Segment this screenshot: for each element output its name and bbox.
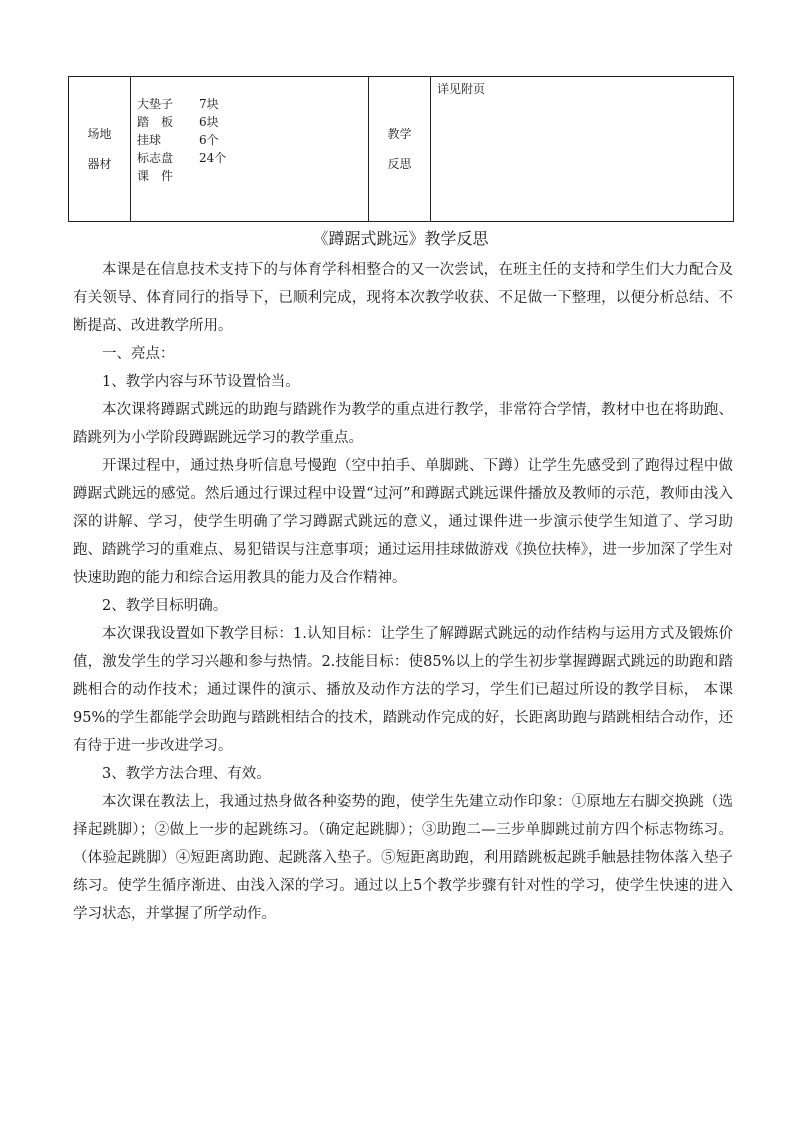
equipment-item [131,113,368,131]
teaching-reflection-label [369,77,431,222]
equipment-item [131,95,368,113]
paragraph-goals: 本次课我设置如下教学目标：1.认知目标：让学生了解蹲踞式跳远的动作结构与运用方式及锻炼价值，激发学生的学习兴趣和参与热情。2.技能目标：使85%以上的学生初步掌握蹲踞式跳远的助跑和踏跳相合的动作技术；通过课件的演示、播放及动作方法的学习，学生们已超过所设的教学目标， 本课95%的学生都能学会助跑与踏跳相结合的技术，踏跳动作完成的好，长距离助跑与踏跳相结合动作，还有待于进一步改进学习。 [73,626,733,754]
subheading-content-setup: 1、教学内容与环节设置恰当。 [102,374,300,390]
subheading-goals: 2、教学目标明确。 [102,598,228,614]
equipment-item-name: 踏 板 [137,115,174,129]
equipment-item [131,131,368,149]
reflection-label-line-2: 反思 [387,157,412,171]
equipment-item-qty: 24个 [199,151,227,165]
venue-label-line-2: 器材 [87,157,112,171]
reflection-note: 详见附页 [431,77,734,222]
equipment-item-qty: 6块 [199,115,219,129]
paragraph-focus: 本次课将蹲踞式跳远的助跑与踏跳作为教学的重点进行教学，非常符合学情，教材中也在将助跑、踏跳列为小学阶段蹲踞跳远学习的教学重点。 [73,402,733,446]
paragraph-methods: 本次课在教法上，我通过热身做各种姿势的跑，使学生先建立动作印象：①原地左右脚交换跳（选择起跳脚）；②做上一步的起跳练习。（确定起跳脚）；③助跑二—三步单脚跳过前方四个标志物练习。（体验起跳脚）④短距离助跑、起跳落入垫子。⑤短距离助跑，利用踏跳板起跳手触悬挂物体落入垫子练习。使学生循序渐进、由浅入深的学习。通过以上5个教学步骤有针对性的学习，使学生快速的进入学习状态，并掌握了所学动作。 [73,794,733,922]
equipment-item-qty: 6个 [199,133,219,147]
equipment-item-name: 标志盘 [137,151,174,165]
reflection-label-line-1: 教学 [387,127,412,141]
venue-label-line-1: 场地 [87,127,112,141]
paragraph-process: 开课过程中，通过热身听信息号慢跑（空中拍手、单脚跳、下蹲）让学生先感受到了跑得过程中做蹲踞式跳远的感觉。然后通过行课过程中设置“过河”和蹲踞式跳远课件播放及教师的示范，教师由浅入深的讲解、学习，使学生明确了学习蹲踞式跳远的意义，通过课件进一步演示使学生知道了、学习助跑、踏跳学习的重难点、易犯错误与注意事项；通过运用挂球做游戏《换位扶棒》，进一步加深了学生对快速助跑的能力和综合运用教具的能力及合作精神。 [73,458,733,586]
equipment-list [131,77,369,222]
info-table [68,76,734,222]
subheading-methods: 3、教学方法合理、有效。 [102,766,271,782]
equipment-item-name: 课 件 [137,169,174,183]
equipment-item [131,149,368,167]
equipment-item-name: 挂球 [137,133,162,147]
venue-equipment-label [69,77,131,222]
equipment-item-qty [199,167,259,185]
equipment-item-qty: 7块 [199,97,219,111]
equipment-item-name: 大垫子 [137,97,174,111]
paragraph-intro: 本课是在信息技术支持下的与体育学科相整合的又一次尝试，在班主任的支持和学生们大力配合及有关领导、体育同行的指导下，已顺利完成，现将本次教学收获、不足做一下整理，以便分析总结、不断提高、改进教学所用。 [73,262,733,334]
document-body [73,256,733,928]
info-table-row [69,77,734,222]
document-title: 《蹲踞式跳远》教学反思 [312,229,489,248]
section-heading-highlights: 一、亮点： [102,346,175,362]
equipment-item [131,167,368,185]
